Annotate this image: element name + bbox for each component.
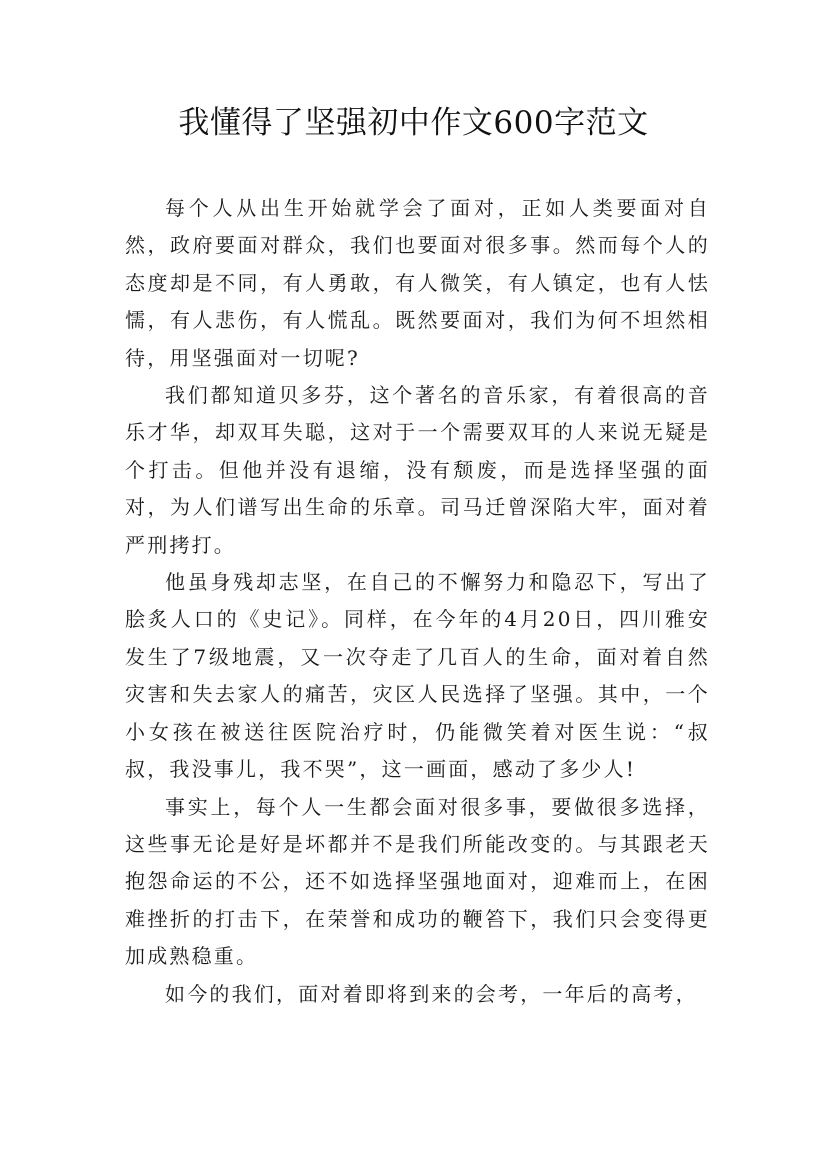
document-body bbox=[125, 190, 710, 1013]
document-title: 我懂得了坚强初中作文600字范文 bbox=[178, 105, 649, 141]
paragraph: 事实上，每个人一生都会面对很多事，要做很多选择，这些事无论是好是坏都并不是我们所能改变的。与其跟老天抱怨命运的不公，还不如选择坚强地面对，迎难而上，在困难挫折的打击下，在荣誉和成功的鞭笞下，我们只会变得更加成熟稳重。 bbox=[125, 794, 710, 969]
paragraph: 每个人从出生开始就学会了面对，正如人类要面对自然，政府要面对群众，我们也要面对很多事。然而每个人的态度却是不同，有人勇敢，有人微笑，有人镇定，也有人怯懦，有人悲伤，有人慌乱。既然要面对，我们为何不坦然相待，用坚强面对一切呢? bbox=[125, 196, 710, 370]
paragraph: 如今的我们，面对着即将到来的会考，一年后的高考， bbox=[165, 981, 698, 1006]
paragraph: 他虽身残却志坚，在自己的不懈努力和隐忍下，写出了脍炙人口的《史记》。同样，在今年的4月20日，四川雅安发生了7级地震，又一次夺走了几百人的生命，面对着自然灾害和失去家人的痛苦，灾区人民选择了坚强。其中，一个小女孩在被送往医院治疗时，仍能微笑着对医生说：“叔叔，我没事儿，我不哭”，这一画面，感动了多少人! bbox=[125, 570, 710, 782]
paragraph: 我们都知道贝多芬，这个著名的音乐家，有着很高的音乐才华，却双耳失聪，这对于一个需要双耳的人来说无疑是个打击。但他并没有退缩，没有颓废，而是选择坚强的面对，为人们谱写出生命的乐章。司马迁曾深陷大牢，面对着严刑拷打。 bbox=[125, 383, 710, 557]
